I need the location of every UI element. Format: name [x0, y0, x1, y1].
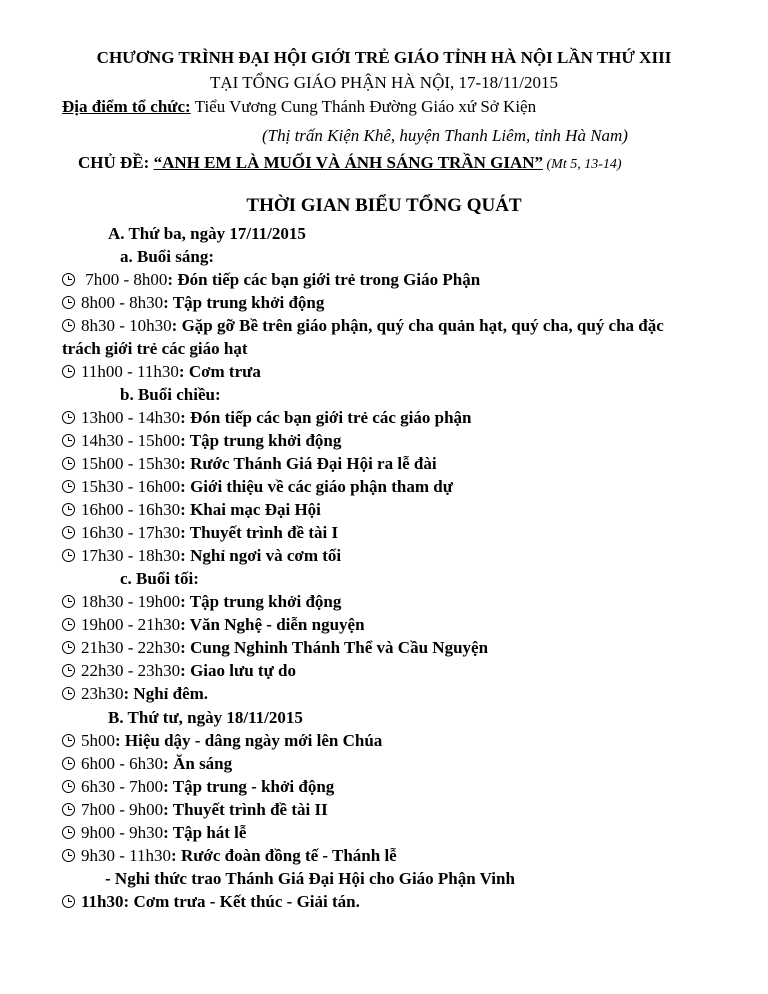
schedule-item: 19h00 - 21h30: Văn Nghệ - diễn nguyện	[62, 615, 365, 635]
schedule-item: 16h30 - 17h30: Thuyết trình đề tài I	[62, 523, 338, 543]
evening-heading: c. Buổi tối:	[120, 569, 199, 588]
clock-icon	[62, 526, 75, 539]
clock-icon	[62, 618, 75, 631]
document-title: CHƯƠNG TRÌNH ĐẠI HỘI GIỚI TRẺ GIÁO TỈNH HÀ NỘI LẦN THỨ XIII	[96, 48, 672, 67]
clock-icon	[62, 434, 75, 447]
clock-icon	[62, 895, 75, 908]
clock-icon	[62, 687, 75, 700]
document-subtitle: TẠI TỔNG GIÁO PHẬN HÀ NỘI, 17-18/11/2015	[209, 73, 558, 92]
schedule-item: 7h00 - 8h00: Đón tiếp các bạn giới trẻ trong Giáo Phận	[62, 270, 480, 290]
day-b-heading: B. Thứ tư, ngày 18/11/2015	[108, 708, 303, 727]
theme-text: “ANH EM LÀ MUỐI VÀ ÁNH SÁNG TRẦN GIAN”	[153, 153, 544, 172]
clock-icon	[62, 411, 75, 424]
schedule-item-continuation: - Nghi thức trao Thánh Giá Đại Hội cho Giáo Phận Vinh	[105, 869, 515, 888]
clock-icon	[62, 480, 75, 493]
clock-icon	[62, 734, 75, 747]
clock-icon	[62, 273, 75, 286]
schedule-item: 6h00 - 6h30: Ăn sáng	[62, 754, 232, 774]
clock-icon	[62, 457, 75, 470]
schedule-item: 23h30: Nghỉ đêm.	[62, 684, 208, 704]
afternoon-heading: b. Buổi chiều:	[120, 385, 221, 404]
venue-name: Tiểu Vương Cung Thánh Đường Giáo xứ Sở Kiện	[190, 97, 537, 116]
schedule-item: 9h00 - 9h30: Tập hát lễ	[62, 823, 246, 843]
schedule-item: 7h00 - 9h00: Thuyết trình đề tài II	[62, 800, 328, 820]
schedule-item: 13h00 - 14h30: Đón tiếp các bạn giới trẻ các giáo phận	[62, 408, 472, 428]
clock-icon	[62, 780, 75, 793]
schedule-title: THỜI GIAN BIỂU TỔNG QUÁT	[246, 195, 522, 216]
clock-icon	[62, 664, 75, 677]
schedule-item: 17h30 - 18h30: Nghỉ ngơi và cơm tối	[62, 546, 341, 566]
clock-icon	[62, 757, 75, 770]
schedule-item: 14h30 - 15h00: Tập trung khởi động	[62, 431, 341, 451]
venue-location: (Thị trấn Kiện Khê, huyện Thanh Liêm, tỉnh Hà Nam)	[262, 126, 628, 145]
schedule-item: 11h00 - 11h30: Cơm trưa	[62, 362, 261, 382]
venue-line	[62, 97, 536, 117]
theme-label: CHỦ ĐỀ:	[78, 153, 154, 172]
schedule-item: 15h30 - 16h00: Giới thiệu về các giáo phận tham dự	[62, 477, 453, 497]
schedule-item: 11h30: Cơm trưa - Kết thúc - Giải tán.	[62, 892, 360, 912]
clock-icon	[62, 503, 75, 516]
schedule-item: 8h00 - 8h30: Tập trung khởi động	[62, 293, 324, 313]
theme-reference: (Mt 5, 13-14)	[543, 157, 622, 172]
clock-icon	[62, 319, 75, 332]
morning-heading: a. Buổi sáng:	[120, 247, 214, 266]
clock-icon	[62, 595, 75, 608]
schedule-item: 6h30 - 7h00: Tập trung - khởi động	[62, 777, 334, 797]
schedule-item: 8h30 - 10h30: Gặp gỡ Bề trên giáo phận, quý cha quản hạt, quý cha, quý cha đặc	[62, 316, 664, 336]
schedule-item: 9h30 - 11h30: Rước đoàn đồng tế - Thánh lễ	[62, 846, 397, 866]
clock-icon	[62, 365, 75, 378]
clock-icon	[62, 549, 75, 562]
schedule-item-continuation: trách giới trẻ các giáo hạt	[62, 339, 248, 358]
day-a-heading: A. Thứ ba, ngày 17/11/2015	[108, 224, 306, 243]
clock-icon	[62, 849, 75, 862]
clock-icon	[62, 296, 75, 309]
schedule-item: 18h30 - 19h00: Tập trung khởi động	[62, 592, 341, 612]
theme-line	[78, 153, 622, 175]
schedule-item: 5h00: Hiệu dậy - dâng ngày mới lên Chúa	[62, 731, 382, 751]
schedule-item: 15h00 - 15h30: Rước Thánh Giá Đại Hội ra lễ đài	[62, 454, 437, 474]
clock-icon	[62, 826, 75, 839]
clock-icon	[62, 803, 75, 816]
schedule-item: 22h30 - 23h30: Giao lưu tự do	[62, 661, 296, 681]
venue-label: Địa điểm tổ chức:	[62, 97, 191, 116]
schedule-item: 16h00 - 16h30: Khai mạc Đại Hội	[62, 500, 321, 520]
clock-icon	[62, 641, 75, 654]
schedule-item: 21h30 - 22h30: Cung Nghinh Thánh Thể và Cầu Nguyện	[62, 638, 488, 658]
